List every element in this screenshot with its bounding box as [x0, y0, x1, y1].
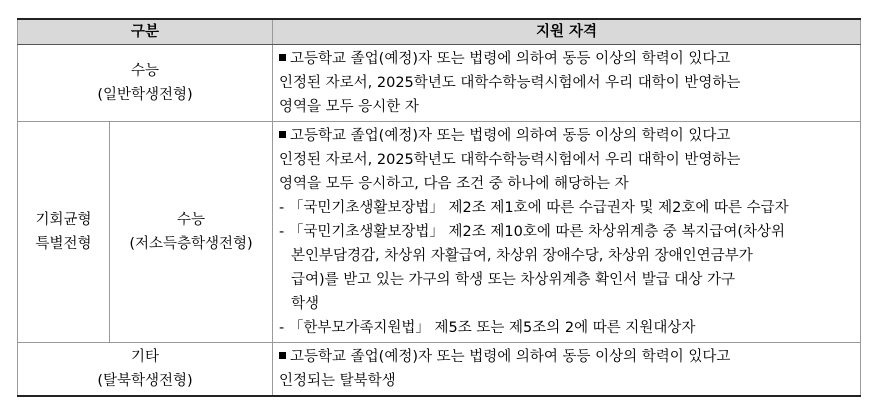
square-bullet-icon	[279, 352, 286, 359]
category-name: 기타	[131, 349, 160, 365]
table-row	[18, 343, 861, 397]
square-bullet-icon	[279, 131, 286, 138]
category-cell	[18, 45, 273, 122]
qualification-cell	[273, 122, 861, 343]
qualification-line: 인정된 자로서, 2025학년도 대학수학능력시험에서 우리 대학이 반영하는	[279, 152, 741, 168]
qualification-line: 고등학교 졸업(예정)자 또는 법령에 의하여 동등 이상의 학력이 있다고	[279, 47, 854, 71]
square-bullet-icon	[279, 54, 286, 61]
qualification-line: 인정되는 탈북학생	[279, 373, 396, 389]
qualification-line: 영역을 모두 응시한 자	[279, 99, 419, 115]
qualification-table	[17, 18, 861, 397]
category-cell	[18, 343, 273, 397]
table-header-row	[18, 19, 861, 45]
table-row	[18, 122, 861, 343]
condition-item-continued: 급여)를 받고 있는 가구의 학생 또는 차상위계층 확인서 발급 대상 가구	[291, 272, 735, 288]
category-cell	[110, 122, 273, 343]
header-category: 구분	[18, 19, 273, 45]
qualification-line: 인정된 자로서, 2025학년도 대학수학능력시험에서 우리 대학이 반영하는	[279, 75, 741, 91]
qualification-table-wrapper	[17, 18, 860, 397]
group-name: 특별전형	[35, 236, 92, 252]
group-cell	[18, 122, 110, 343]
category-name: 수능	[131, 63, 160, 79]
condition-item: - 「한부모가족지원법」 제5조 또는 제5조의 2에 따른 지원대상자	[279, 320, 696, 336]
qualification-line: 영역을 모두 응시하고, 다음 조건 중 하나에 해당하는 자	[279, 176, 629, 192]
qualification-cell	[273, 343, 861, 397]
condition-item: - 「국민기초생활보장법」 제2조 제10호에 따른 차상위계층 중 복지급여(차상위	[279, 224, 786, 240]
qualification-line: 고등학교 졸업(예정)자 또는 법령에 의하여 동등 이상의 학력이 있다고	[279, 345, 854, 369]
table-row	[18, 45, 861, 122]
group-name: 기회균형	[35, 212, 92, 228]
category-subname: (탈북학생전형)	[97, 373, 193, 389]
category-subname: (저소득층학생전형)	[129, 236, 253, 252]
category-name: 수능	[177, 212, 206, 228]
condition-item: - 「국민기초생활보장법」 제2조 제1호에 따른 수급권자 및 제2호에 따른 수급자	[279, 200, 789, 216]
header-qualification: 지원 자격	[273, 19, 861, 45]
qualification-cell	[273, 45, 861, 122]
condition-item-continued: 학생	[291, 296, 320, 312]
qualification-line: 고등학교 졸업(예정)자 또는 법령에 의하여 동등 이상의 학력이 있다고	[279, 124, 854, 148]
category-subname: (일반학생전형)	[97, 87, 193, 103]
condition-item-continued: 본인부담경감, 차상위 자활급여, 차상위 장애수당, 차상위 장애인연금부가	[291, 248, 753, 264]
